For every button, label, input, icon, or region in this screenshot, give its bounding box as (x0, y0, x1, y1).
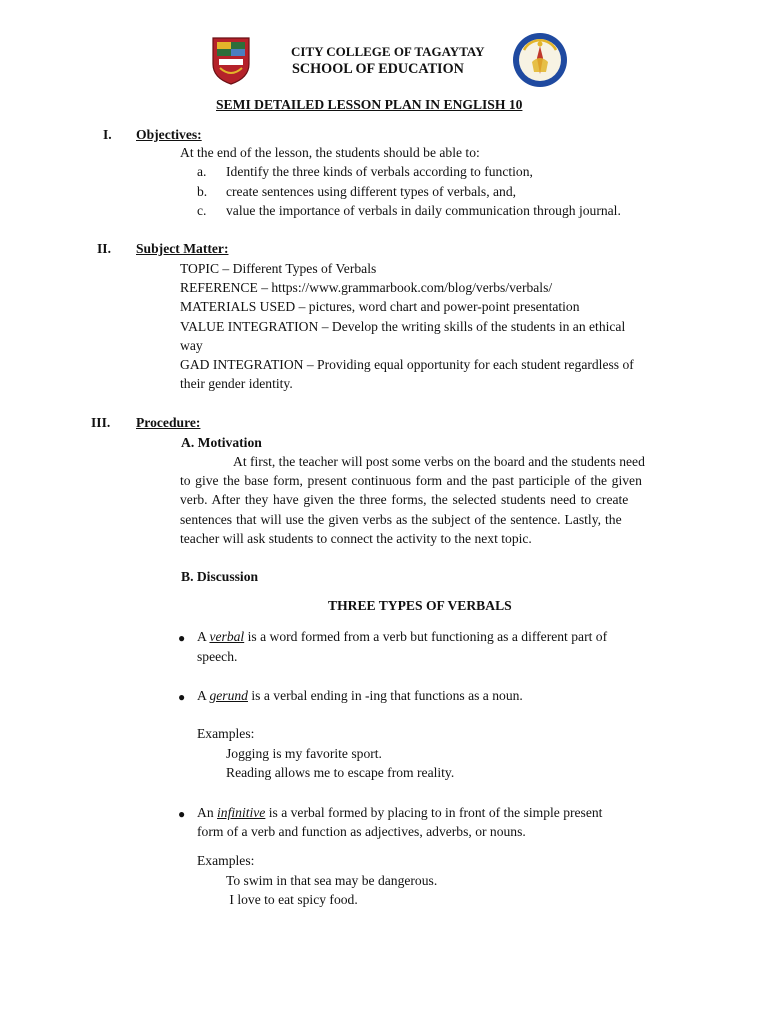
gad-integration-line-2: their gender identity. (180, 376, 293, 391)
objective-marker: b. (197, 184, 208, 199)
objective-item: value the importance of verbals in daily communication through journal. (226, 203, 621, 218)
motivation-line: verb. After they have given the three forms, the selected students need to create (180, 492, 629, 507)
objective-item: create sentences using different types of verbals, and, (226, 184, 517, 199)
verbal-definition (197, 629, 607, 645)
infinitive-example: I love to eat spicy food. (226, 892, 358, 907)
discussion-heading: B. Discussion (181, 569, 259, 584)
gerund-examples-label: Examples: (197, 726, 255, 741)
infinitive-example: To swim in that sea may be dangerous. (226, 873, 438, 888)
motivation-heading: A. Motivation (181, 435, 262, 450)
lesson-plan-title: SEMI DETAILED LESSON PLAN IN ENGLISH 10 (216, 97, 523, 112)
objectives-intro: At the end of the lesson, the students should be able to: (180, 145, 480, 160)
topic-line: TOPIC – Different Types of Verbals (180, 261, 377, 276)
objective-marker: a. (197, 164, 207, 179)
value-integration-line-2: way (180, 338, 203, 353)
objective-marker: c. (197, 203, 207, 218)
gerund-pre: A (197, 688, 210, 703)
procedure-heading: Procedure: (136, 415, 201, 430)
school-of-education-seal-logo (512, 32, 568, 88)
subject-matter-heading: Subject Matter: (136, 241, 229, 256)
objective-item: Identify the three kinds of verbals according to function, (226, 164, 533, 179)
infinitive-examples-label: Examples: (197, 853, 255, 868)
infinitive-post: is a verbal formed by placing to in front of the simple present (265, 805, 603, 820)
gerund-post: is a verbal ending in -ing that functions as a noun. (247, 688, 523, 703)
section-number-1: I. (103, 127, 112, 142)
bullet-icon: ● (178, 807, 186, 821)
materials-line: MATERIALS USED – pictures, word chart and power-point presentation (180, 299, 580, 314)
objectives-heading: Objectives: (136, 127, 202, 142)
section-number-2: II. (97, 241, 111, 256)
gad-integration-line: GAD INTEGRATION – Providing equal opportunity for each student regardless of (180, 357, 634, 372)
discussion-title: THREE TYPES OF VERBALS (328, 598, 512, 613)
bullet-icon: ● (178, 631, 186, 645)
verbal-post: is a word formed from a verb but functioning as a different part of (244, 629, 608, 644)
motivation-line: to give the base form, present continuous form and the past participle of the given (180, 473, 642, 488)
school-name: SCHOOL OF EDUCATION (292, 61, 464, 77)
infinitive-definition (197, 805, 602, 821)
verbal-pre: A (197, 629, 210, 644)
gerund-definition (197, 688, 523, 704)
reference-line: REFERENCE – https://www.grammarbook.com/blog/verbs/verbals/ (180, 280, 553, 295)
bullet-icon: ● (178, 690, 186, 704)
verbal-term: verbal (209, 629, 245, 644)
gerund-example: Jogging is my favorite sport. (226, 746, 382, 761)
section-number-3: III. (91, 415, 111, 430)
gerund-example: Reading allows me to escape from reality. (226, 765, 455, 780)
college-seal-logo (210, 34, 252, 86)
value-integration-line: VALUE INTEGRATION – Develop the writing skills of the students in an ethical (180, 319, 626, 334)
gerund-term: gerund (209, 688, 248, 703)
motivation-line: teacher will ask students to connect the activity to the next topic. (180, 531, 532, 546)
infinitive-pre: An (197, 805, 218, 820)
infinitive-term: infinitive (217, 805, 266, 820)
verbal-definition-line-2: speech. (197, 649, 238, 664)
infinitive-definition-line-2: form of a verb and function as adjectives, adverbs, or nouns. (197, 824, 526, 839)
motivation-line: sentences that will use the given verbs as the subject of the sentence. Lastly, the (180, 512, 622, 527)
college-name: CITY COLLEGE OF TAGAYTAY (291, 44, 485, 59)
motivation-line: At first, the teacher will post some verbs on the board and the students need (233, 454, 645, 469)
